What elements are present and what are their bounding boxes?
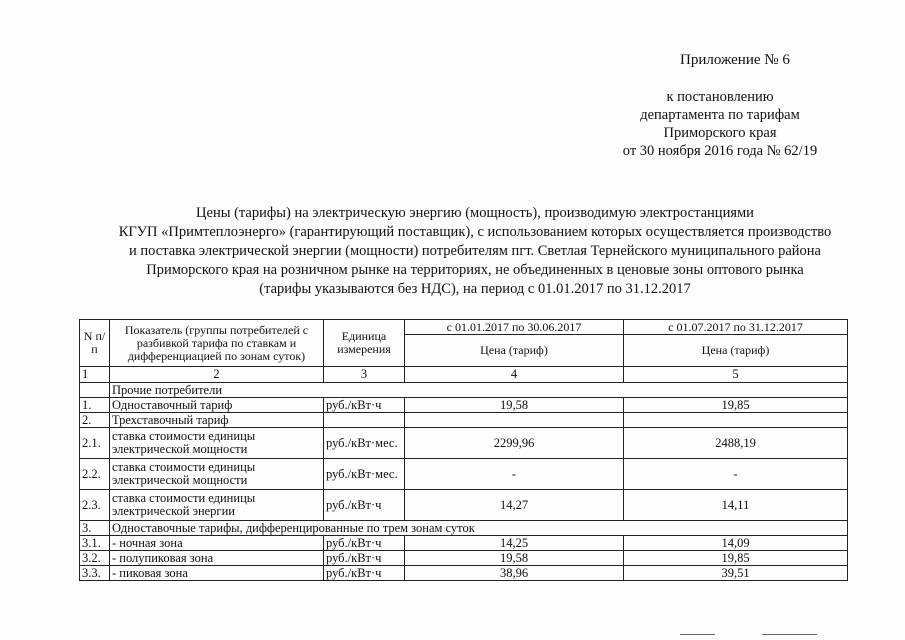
row-unit: руб./кВт·ч	[324, 536, 405, 551]
header-unit: Единица измерения	[324, 320, 405, 367]
column-number: 3	[324, 367, 405, 383]
title-line: и поставка электрической энергии (мощности) потребителям пгт. Светлая Тернейского муниципального района	[129, 243, 821, 259]
header-num: N п/п	[80, 320, 110, 367]
table-row	[80, 383, 848, 398]
row-name: ставка стоимости единицы электрической мощности	[110, 428, 324, 459]
row-unit: руб./кВт·ч	[324, 398, 405, 413]
row-value-period-2: 19,85	[624, 551, 848, 566]
document-title	[80, 204, 870, 299]
row-number: 3.3.	[80, 566, 110, 581]
row-value-period-1: 38,96	[405, 566, 624, 581]
row-number: 1.	[80, 398, 110, 413]
row-value-period-1: 14,25	[405, 536, 624, 551]
row-number: 3.	[80, 521, 110, 536]
row-name: - ночная зона	[110, 536, 324, 551]
row-value-period-1: 19,58	[405, 551, 624, 566]
title-line: Приморского края на розничном рынке на территориях, не объединенных в ценовые зоны оптового рынка	[146, 262, 804, 278]
row-value-period-2: 39,51	[624, 566, 848, 581]
header-indicator: Показатель (группы потребителей с разбивкой тарифа по ставкам и дифференциацией по зонам суток)	[110, 320, 324, 367]
column-number: 4	[405, 367, 624, 383]
header-price-1: Цена (тариф)	[405, 335, 624, 367]
row-number	[80, 383, 110, 398]
row-name: Прочие потребители	[110, 383, 848, 398]
row-name: ставка стоимости единицы электрической энергии	[110, 490, 324, 521]
row-number: 2.1.	[80, 428, 110, 459]
row-value-period-2	[624, 413, 848, 428]
decree-line: к постановлению	[666, 89, 774, 105]
table-row	[80, 551, 848, 566]
decree-line: Приморского края	[663, 125, 777, 141]
header-period-2: с 01.07.2017 по 31.12.2017	[624, 320, 848, 335]
column-number: 2	[110, 367, 324, 383]
row-number: 2.2.	[80, 459, 110, 490]
row-unit	[324, 413, 405, 428]
row-value-period-2: 14,09	[624, 536, 848, 551]
row-value-period-2: -	[624, 459, 848, 490]
header-period-1: с 01.01.2017 по 30.06.2017	[405, 320, 624, 335]
row-name: Одноставочный тариф	[110, 398, 324, 413]
table-row	[80, 398, 848, 413]
row-name: - пиковая зона	[110, 566, 324, 581]
header-price-2: Цена (тариф)	[624, 335, 848, 367]
row-value-period-2: 19,85	[624, 398, 848, 413]
row-number: 3.1.	[80, 536, 110, 551]
table-row	[80, 521, 848, 536]
scan-edge-mark	[680, 634, 715, 635]
row-number: 3.2.	[80, 551, 110, 566]
row-unit: руб./кВт·мес.	[324, 428, 405, 459]
row-unit: руб./кВт·ч	[324, 551, 405, 566]
row-unit: руб./кВт·мес.	[324, 459, 405, 490]
table-row	[80, 413, 848, 428]
tariff-table	[79, 319, 848, 581]
row-name: ставка стоимости единицы электрической мощности	[110, 459, 324, 490]
appendix-label: Приложение № 6	[680, 52, 790, 68]
table-row	[80, 490, 848, 521]
row-value-period-1: -	[405, 459, 624, 490]
row-name: Одноставочные тарифы, дифференцированные по трем зонам суток	[110, 521, 848, 536]
row-value-period-1	[405, 413, 624, 428]
row-number: 2.	[80, 413, 110, 428]
scan-edge-mark	[762, 634, 817, 635]
column-number: 5	[624, 367, 848, 383]
row-value-period-2: 14,11	[624, 490, 848, 521]
table-row	[80, 459, 848, 490]
title-line: Цены (тарифы) на электрическую энергию (мощность), производимую электростанциями	[196, 205, 754, 221]
row-unit: руб./кВт·ч	[324, 490, 405, 521]
row-unit: руб./кВт·ч	[324, 566, 405, 581]
row-number: 2.3.	[80, 490, 110, 521]
decree-line: от 30 ноября 2016 года № 62/19	[622, 143, 818, 159]
row-value-period-1: 14,27	[405, 490, 624, 521]
decree-reference	[560, 88, 880, 160]
title-line: КГУП «Примтеплоэнерго» (гарантирующий поставщик), с использованием которых осуществляется производство	[118, 224, 832, 240]
table-row	[80, 566, 848, 581]
row-value-period-1: 19,58	[405, 398, 624, 413]
row-value-period-1: 2299,96	[405, 428, 624, 459]
row-name: - полупиковая зона	[110, 551, 324, 566]
column-number: 1	[80, 367, 110, 383]
table-row	[80, 536, 848, 551]
table-row	[80, 428, 848, 459]
row-value-period-2: 2488,19	[624, 428, 848, 459]
title-line: (тарифы указываются без НДС), на период с 01.01.2017 по 31.12.2017	[259, 281, 691, 297]
row-name: Трехставочный тариф	[110, 413, 324, 428]
decree-line: департамента по тарифам	[640, 107, 800, 123]
